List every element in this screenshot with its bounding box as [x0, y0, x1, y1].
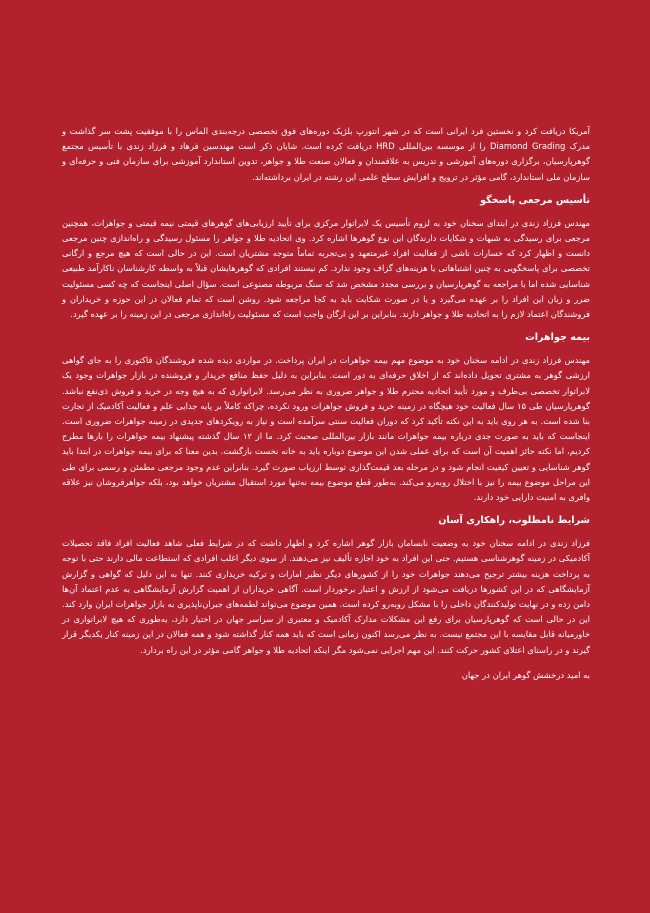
section-paragraph-reference-center: مهندس فرزاد زندی در ابتدای سخنان خود به لزوم تأسیس یک لابراتوار مرکزی برای تأیید ارزیابی‌های گوهرهای قیمتی نیمه قیمتی و جواهرات، همچنین مرجعی برای رسیدگی به شبهات و شکایات دارندگان این نوع گوهرها اشاره کرد. وی اتحادیه طلا و جواهر را مسئول رسیدگی و راه‌اندازی چنین مرجعی دانست و اظهار کرد که خسارات ناشی از فعالیت افراد غیرمتعهد و بی‌تجربه تماماً متوجه مشتریان است. این در حالی است که هیچ مرجع و ارگانی تخصصی برای پاسخگویی به چنین اشتباهاتی یا هزینه‌های گزاف وجود ندارد. کم نیستند افرادی که گوهرهایشان قبلاً به واسطه کارشناسان ناکارآمد طبیعی شناسایی شده اما با مراجعه به گوهرپارسیان و بررسی مجدد مشخص شد که سنگ مربوطه مصنوعی است. سؤال اصلی اینجاست که چه کسی مسئولیت ضرر و زیان این افراد را بر عهده می‌گیرد و یا در صورت شکایت باید به کجا مراجعه شود. روشن است که تمام فعالان در این حوزه و خریداران و فروشندگان اعتماد لازم را به اتحادیه طلا و جواهر دارند. بنابراین بر این ارگان واجب است که مسئولیت راه‌اندازی مرجعی در این زمینه را بر عهده گیرد. — [62, 217, 590, 320]
section-heading-jewelry-insurance: بیمه جواهرات — [525, 332, 590, 344]
section-heading-reference-center: تأسیس مرجعی پاسخگو — [480, 194, 590, 206]
closing-line: به امید درخشش گوهر ایران در جهان — [461, 669, 590, 680]
article-body — [62, 124, 590, 683]
section-paragraph-jewelry-insurance: مهندس فرزاد زندی در ادامه سخنان خود به موضوع مهم بیمه جواهرات در ایران پرداخت. در مواردی دیده شده فروشندگان فاکتوری را به جای گواهی ارزشی گوهر به مشتری تحویل داده‌اند که از اخلاق حرفه‌ای به دور است. بنابراین به دلیل حفظ منافع خریدار و فروشنده در بازار جواهرات وجود یک لابراتوار تخصصی بی‌طرف و مورد تأیید اتحادیه محترم طلا و جواهر ضروری به نظر می‌رسد. لابراتواری که به هیچ وجه در خرید و فروش ذی‌نفع نباشد. گوهرپارسیان طی ۱۵ سال فعالیت خود هیچگاه در زمینه خرید و فروش جواهرات ورود نکرده، چراکه کاملاً بر پایه جدایی علم و فعالیت آکادمیک از تجارت بنا شده است. به هر روی باید به این نکته تأکید کرد که دوران فعالیت سنتی سرآمده است و نیاز به رویکردهای جدیدی در زمینه جواهرات ضروری است. اینجاست که باید به صورت جدی درباره بیمه جواهرات مانند بازار بین‌المللی صحبت کرد. ما از ۱۲ سال گذشته پیشنهاد بیمه جواهرات را بارها مطرح کردیم، اما نکته حائز اهمیت آن است که برای عملی شدن این موضوع دوباره باید به خانه نخست بازگشت. بدین معنا که برای بیمه جواهرات در ابتدا باید گوهر شناسایی و تعیین کیفیت انجام شود و در مرحله بعد قیمت‌گذاری توسط ارزیاب صورت گیرد. بنابراین عدم وجود مرجعی مطمئن و رسمی برای طی این مراحل موضوع بیمه را نیز با اختلال روبه‌رو می‌کند. به‌طور قطع موضوع بیمه نه‌تنها مورد استقبال مشتریان خواهد بود، بلکه جواهرفروشان نیز علاقه وافری به امنیت دارایی خود دارند. — [62, 355, 590, 503]
intro-paragraph: آمریکا دریافت کرد و نخستین فرد ایرانی است که در شهر انتورپ بلژیک دوره‌های فوق تخصصی درجه‌بندی الماس را با موفقیت پشت سر گذاشت و مدرک Diamond Grading را از موسسه بین‌المللی HRD دریافت کرده است. شایان ذکر است مهندسین فرهاد و فرزاد زندی با تأسیس مجتمع گوهرپارسیان، برگزاری دوره‌های آموزشی و تدریس به علاقمندان و فعالان صنعت طلا و جواهر، تدوین استاندارد آموزشی برای سازمان فنی و حرفه‌ای و سازمان ملی استاندارد، گامی مؤثر در ترویج و افزایش سطح علمی این رشته در ایران برداشته‌اند. — [62, 126, 591, 182]
section-heading-easy-solution: شرایط نامطلوب، راهکاری آسان — [438, 515, 590, 527]
section-paragraph-easy-solution: فرزاد زندی در ادامه سخنان خود به وضعیت نابسامان بازار گوهر اشاره کرد و اظهار داشت که در شرایط فعلی شاهد فعالیت افراد فاقد تحصیلات آکادمیکی در زمینه گوهرشناسی هستیم. حتی این افراد به خود اجازه تألیف نیز می‌دهند. از سوی دیگر اغلب افرادی که استطاعت مالی دارند حتی با توجه به پرداخت هزینه بیشتر ترجیح می‌دهند جواهرات خود را از کشورهای دیگر نظیر امارات و ترکیه خریداری کنند. تنها به این دلیل که گواهی و گزارش آزمایشگاهی که در این کشورها دریافت می‌شود از ارزش و اعتبار برخوردار است. آگاهی خریداران از اهمیت گزارش آزمایشگاهی به عدم اعتماد آن‌ها دامن زده و در نهایت تولیدکنندگان داخلی را با مشکل روبه‌رو کرده است. همین موضوع می‌تواند لطمه‌های جبران‌ناپذیری به بازار جواهرات ایران وارد کند. این در حالی است که گوهرپارسیان برای رفع این مشکلات مدارک آکادمیک و معتبری از سراسر جهان در اختیار دارد، به‌طوری که هیچ لابراتواری در خاورمیانه قابل مقایسه با این مجتمع نیست. به نظر می‌رسد اکنون زمانی است که باید همه کنار گذاشته شود و همه فعالان در این زمینه کنار یکدیگر قرار گیرند و در راستای اعتلای کشور حرکت کنند. این مهم اجرایی نمی‌شود مگر اینکه اتحادیه طلا و جواهر گامی مؤثر در این راه بردارد. — [62, 538, 590, 655]
